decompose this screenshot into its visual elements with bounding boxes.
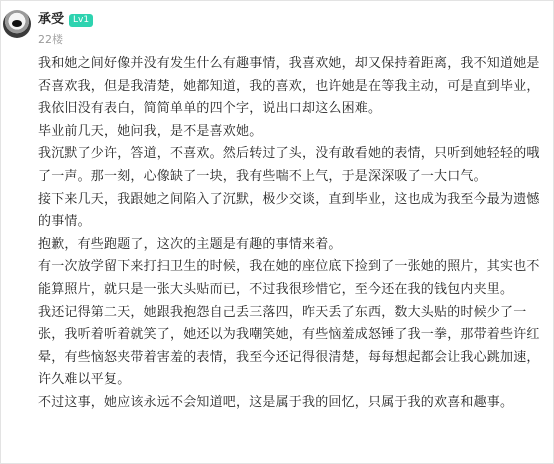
- post-paragraph: 毕业前几天，她问我，是不是喜欢她。: [38, 123, 263, 139]
- post-paragraph: 接下来几天，我跟她之间陷入了沉默，极少交谈，直到毕业，这也成为我至今最为遗憾的事情。: [38, 191, 540, 230]
- post-paragraph: 有一次放学留下来打扫卫生的时候，我在她的座位底下捡到了一张她的照片，其实也不能算照片，就只是一张大头贴而已，不过我很珍惜它，至今还在我的钱包内夹里。: [38, 259, 540, 297]
- post-paragraph: 不过这事，她应该永远不会知道吧，这是属于我的回忆，只属于我的欢喜和趣事。: [38, 394, 514, 410]
- username[interactable]: 承受: [38, 12, 65, 27]
- avatar[interactable]: [3, 10, 31, 38]
- post-body: [38, 53, 546, 415]
- post-paragraph: 我还记得第二天，她跟我抱怨自己丢三落四，昨天丢了东西，数大头贴的时候少了一张，我听着听着就笑了，她还以为我嘲笑她，有些恼羞成怒锤了我一拳，那带着些许红晕，有些恼怒夹带着害羞的表情，我至今还记得很清楚，每每想起都会让我心跳加速，许久难以平复。: [38, 304, 540, 388]
- post-paragraph: 我和她之间好像并没有发生什么有趣事情，我喜欢她，却又保持着距离，我不知道她是否喜欢我，但是我清楚，她都知道，我的喜欢，也许她是在等我主动，可是直到毕业，我依旧没有表白，简简单单的四个字，说出口却这么困难。: [38, 56, 540, 117]
- floor-number: 22楼: [38, 33, 63, 46]
- post-paragraph: 我沉默了少许，答道，不喜欢。然后转过了头，没有敢看她的表情，只听到她轻轻的哦了一声。那一刻，心像缺了一块，我有些喘不上气，于是深深吸了一大口气。: [38, 146, 540, 184]
- post-paragraph: 抱歉，有些跑题了，这次的主题是有趣的事情来着。: [38, 236, 342, 252]
- level-badge: Lv1: [69, 14, 93, 27]
